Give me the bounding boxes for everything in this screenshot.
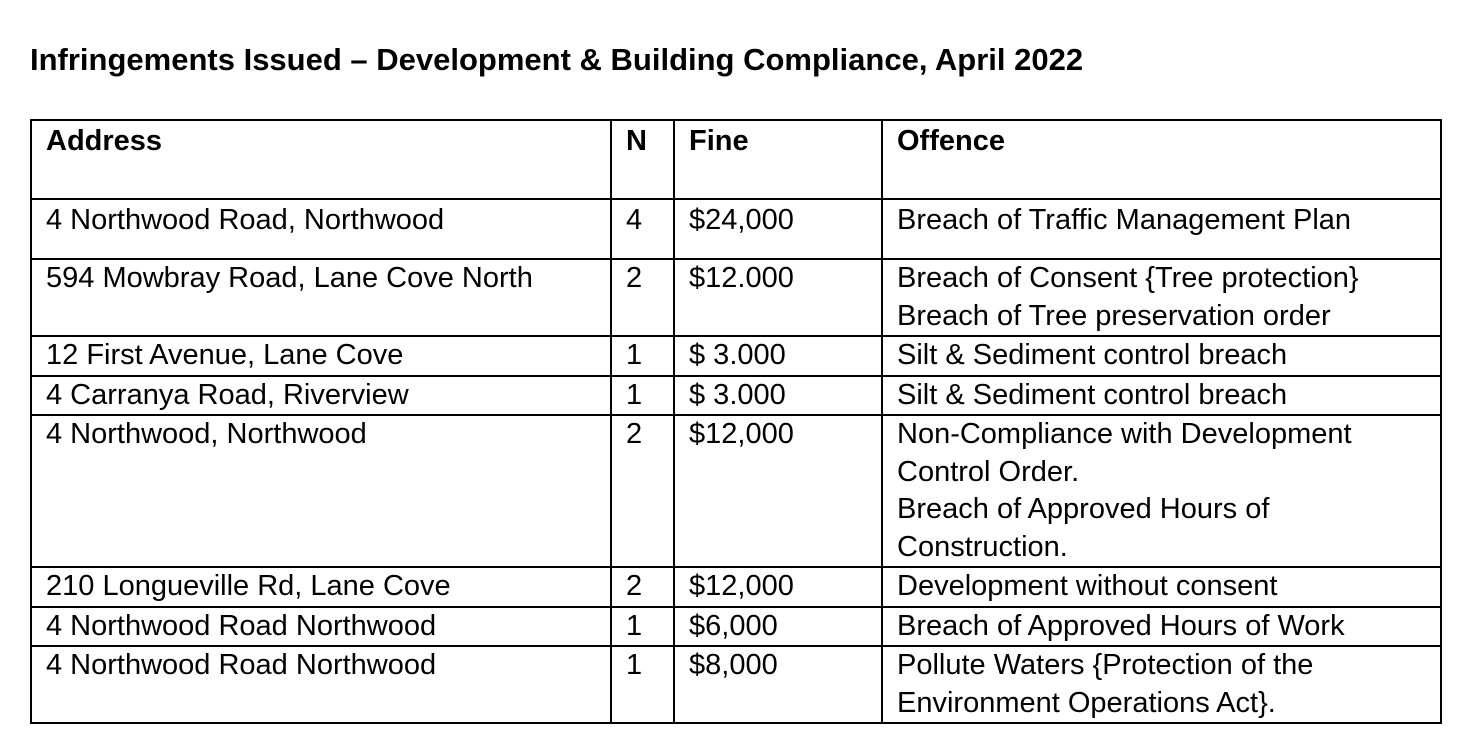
header-n: N (611, 120, 674, 199)
offence-line: Breach of Consent {Tree protection} (897, 262, 1359, 294)
count-cell: 4 (611, 199, 674, 259)
table-row (31, 415, 1441, 567)
offence-line: Breach of Tree preservation order (897, 299, 1331, 332)
address-cell: 210 Longueville Rd, Lane Cove (31, 567, 611, 607)
fine-cell: $12.000 (674, 259, 882, 336)
fine-cell: $ 3.000 (674, 336, 882, 376)
table-row (31, 376, 1441, 416)
offence-line: Breach of Approved Hours of Work (897, 609, 1345, 642)
offence-line: Breach of Traffic Management Plan (897, 204, 1352, 236)
count-cell: 2 (611, 259, 674, 336)
count-cell: 2 (611, 415, 674, 567)
count-cell: 1 (611, 646, 674, 723)
header-fine: Fine (674, 120, 882, 199)
offence-line: Environment Operations Act}. (897, 686, 1276, 719)
offence-cell (882, 646, 1441, 723)
offence-line: Silt & Sediment control breach (897, 339, 1288, 371)
fine-cell: $24,000 (674, 199, 882, 259)
table-row (31, 607, 1441, 647)
count-cell: 1 (611, 376, 674, 416)
offence-line: Breach of Approved Hours of (897, 493, 1270, 525)
address-cell: 4 Northwood, Northwood (31, 415, 611, 567)
fine-cell: $12,000 (674, 567, 882, 607)
address-cell: 4 Northwood Road Northwood (31, 646, 611, 723)
count-cell: 1 (611, 336, 674, 376)
offence-line: Development without consent (897, 570, 1278, 602)
table-row (31, 336, 1441, 376)
count-cell: 2 (611, 567, 674, 607)
offence-cell (882, 259, 1441, 336)
table-row (31, 646, 1441, 723)
fine-cell: $8,000 (674, 646, 882, 723)
offence-line: Silt & Sediment control breach (897, 378, 1288, 411)
offence-line: Control Order. (897, 455, 1080, 488)
address-cell: 4 Northwood Road Northwood (31, 607, 611, 647)
table-row (31, 567, 1441, 607)
table-row (31, 259, 1441, 336)
table-row (31, 199, 1441, 259)
offence-line: Non-Compliance with Development (897, 418, 1352, 450)
offence-line: Construction. (897, 530, 1068, 563)
address-cell: 12 First Avenue, Lane Cove (31, 336, 611, 376)
fine-cell: $12,000 (674, 415, 882, 567)
offence-line: Pollute Waters {Protection of the (897, 649, 1314, 681)
table-header-row (31, 120, 1441, 199)
infringements-table (30, 119, 1442, 724)
header-offence: Offence (882, 120, 1441, 199)
header-address: Address (31, 120, 611, 199)
count-cell: 1 (611, 607, 674, 647)
fine-cell: $ 3.000 (674, 376, 882, 416)
fine-cell: $6,000 (674, 607, 882, 647)
offence-cell (882, 567, 1441, 607)
document-title: Infringements Issued – Development & Building Compliance, April 2022 (30, 42, 1084, 77)
offence-cell (882, 199, 1441, 259)
offence-cell (882, 607, 1441, 647)
offence-cell (882, 415, 1441, 567)
address-cell: 4 Northwood Road, Northwood (31, 199, 611, 259)
offence-cell (882, 336, 1441, 376)
address-cell: 4 Carranya Road, Riverview (31, 376, 611, 416)
offence-cell (882, 376, 1441, 416)
address-cell: 594 Mowbray Road, Lane Cove North (31, 259, 611, 336)
